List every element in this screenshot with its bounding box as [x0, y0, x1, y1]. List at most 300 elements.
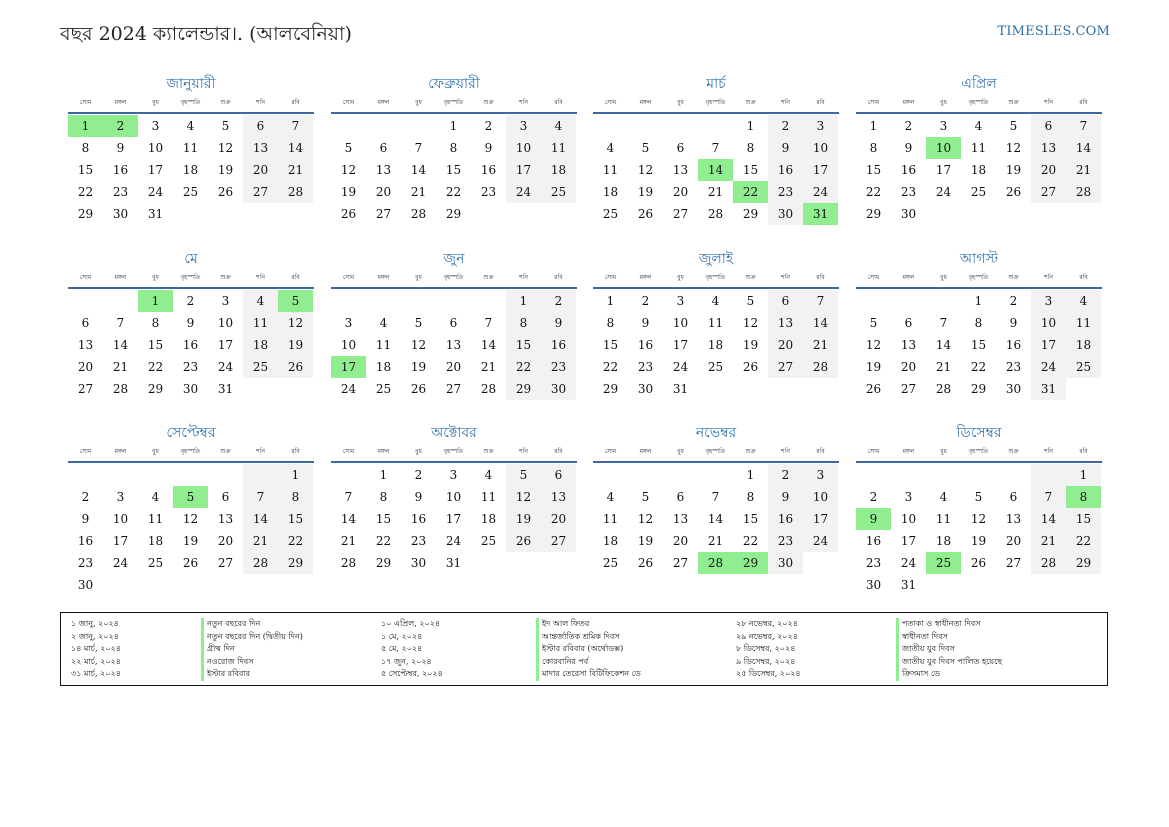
empty-day-cell — [891, 464, 926, 486]
month-title: জানুয়ারী — [166, 76, 216, 92]
holiday-day-cell: 17 — [331, 356, 366, 378]
holiday-day-cell: 25 — [926, 552, 961, 574]
day-cell: 1 — [974, 294, 983, 308]
day-cell: 20 — [900, 360, 917, 374]
holiday-name: আন্তর্জাতিক শ্রমিক দিবস — [536, 631, 620, 644]
month-block — [593, 249, 839, 400]
day-grid — [331, 115, 577, 225]
day-cell: 11 — [602, 512, 619, 526]
day-cell: 4 — [606, 490, 615, 504]
day-cell: 5 — [869, 316, 878, 330]
empty-day-cell — [926, 290, 961, 312]
weekend-day-cell: 26 — [506, 530, 541, 552]
empty-day-cell — [103, 464, 138, 486]
month-title: অক্টোবর — [431, 425, 477, 441]
day-cell: 10 — [112, 512, 129, 526]
day-cell: 2 — [1009, 294, 1018, 308]
day-cell: 20 — [672, 185, 689, 199]
holiday-entry — [71, 643, 303, 656]
holiday-entry — [736, 631, 1002, 644]
month-block — [68, 423, 314, 596]
day-cell: 23 — [865, 556, 882, 570]
day-cell: 13 — [217, 512, 234, 526]
weekday-label: বৃহস্পতি — [443, 448, 464, 455]
weekend-day-cell: 17 — [1031, 334, 1066, 356]
day-cell: 18 — [375, 360, 392, 374]
day-cell: 9 — [81, 512, 90, 526]
day-cell: 11 — [147, 512, 164, 526]
holiday-date: ৯ ডিসেম্বর, ২০২৪ — [736, 656, 796, 666]
day-cell: 24 — [445, 534, 462, 548]
day-cell: 16 — [865, 534, 882, 548]
weekday-label: শুক্র — [483, 448, 494, 455]
weekday-label: শুক্র — [220, 448, 231, 455]
day-cell: 3 — [676, 294, 685, 308]
day-cell: 21 — [112, 360, 129, 374]
weekend-day-cell: 14 — [1031, 508, 1066, 530]
day-cell: 3 — [116, 490, 125, 504]
weekend-day-cell: 2 — [541, 290, 576, 312]
holiday-day-cell: 1 — [68, 115, 103, 137]
weekday-label: রবি — [1079, 274, 1088, 281]
weekday-label: বুধ — [152, 448, 159, 455]
empty-day-cell — [698, 464, 733, 486]
day-cell: 5 — [1009, 119, 1018, 133]
day-cell: 29 — [147, 382, 164, 396]
day-cell: 7 — [711, 490, 720, 504]
day-cell: 12 — [340, 163, 357, 177]
weekend-day-cell: 24 — [506, 181, 541, 203]
day-cell: 3 — [904, 490, 913, 504]
day-cell: 10 — [445, 490, 462, 504]
weekday-label: বুধ — [415, 274, 422, 281]
holiday-entry — [736, 643, 1002, 656]
day-cell: 31 — [217, 382, 234, 396]
day-cell: 1 — [449, 119, 458, 133]
day-cell: 27 — [672, 556, 689, 570]
holiday-entry — [381, 618, 641, 631]
day-cell: 2 — [81, 490, 90, 504]
day-cell: 20 — [1005, 534, 1022, 548]
weekend-day-cell: 11 — [243, 312, 278, 334]
day-cell: 27 — [445, 382, 462, 396]
holiday-list — [60, 612, 1108, 686]
month-title: আগস্ট — [959, 251, 999, 267]
weekday-label: রবি — [554, 274, 563, 281]
day-cell: 2 — [414, 468, 423, 482]
weekday-label: শুক্র — [745, 99, 756, 106]
day-cell: 7 — [484, 316, 493, 330]
weekday-label: শুক্র — [745, 448, 756, 455]
day-cell: 22 — [445, 185, 462, 199]
day-grid — [68, 290, 314, 400]
holiday-date: ২৯ নভেম্বর, ২০২৪ — [736, 631, 798, 641]
day-cell: 5 — [221, 119, 230, 133]
holiday-name: নতুন বছরের দিন — [201, 618, 260, 631]
day-cell: 10 — [147, 141, 164, 155]
weekday-label: শুক্র — [483, 99, 494, 106]
weekend-day-cell: 21 — [243, 530, 278, 552]
month-title: জুন — [443, 251, 465, 267]
day-cell: 8 — [151, 316, 160, 330]
weekend-day-cell: 28 — [1031, 552, 1066, 574]
day-grid — [593, 464, 839, 574]
weekend-day-cell: 1 — [506, 290, 541, 312]
holiday-entry — [71, 656, 303, 669]
holiday-date: ১ জানু, ২০২৪ — [71, 619, 119, 628]
month-title: এপ্রিল — [961, 76, 997, 92]
weekday-header — [593, 271, 839, 289]
holiday-day-cell: 10 — [926, 137, 961, 159]
weekend-day-cell: 31 — [1031, 378, 1066, 400]
holiday-name: স্বাধীনতা দিবস — [896, 631, 948, 644]
weekday-label: রবি — [554, 448, 563, 455]
weekday-label: বৃহস্পতি — [968, 99, 989, 106]
holiday-column — [381, 618, 641, 681]
day-cell: 18 — [147, 534, 164, 548]
day-cell: 18 — [480, 512, 497, 526]
holiday-day-cell: 31 — [803, 203, 838, 225]
day-cell: 30 — [900, 207, 917, 221]
day-cell: 6 — [81, 316, 90, 330]
holiday-entry — [71, 618, 303, 631]
empty-day-cell — [366, 115, 401, 137]
day-cell: 8 — [449, 141, 458, 155]
day-cell: 27 — [217, 556, 234, 570]
holiday-name: ইদ আল ফিতর — [536, 618, 589, 631]
day-grid — [68, 464, 314, 596]
day-cell: 5 — [344, 141, 353, 155]
day-cell: 12 — [865, 338, 882, 352]
day-cell: 21 — [480, 360, 497, 374]
day-cell: 24 — [900, 556, 917, 570]
day-cell: 14 — [707, 512, 724, 526]
holiday-name: গ্রীষ্ম দিন — [201, 643, 235, 656]
day-cell: 13 — [672, 512, 689, 526]
weekend-day-cell: 14 — [278, 137, 313, 159]
day-cell: 9 — [484, 141, 493, 155]
day-cell: 22 — [77, 185, 94, 199]
weekday-label: রবি — [554, 99, 563, 106]
weekday-label: শনি — [781, 274, 790, 281]
weekday-label: বৃহস্পতি — [705, 99, 726, 106]
weekday-header — [68, 271, 314, 289]
day-cell: 29 — [742, 207, 759, 221]
weekday-label: শুক্র — [220, 99, 231, 106]
weekday-label: সোম — [342, 274, 355, 281]
day-cell: 19 — [217, 163, 234, 177]
day-cell: 21 — [707, 534, 724, 548]
weekday-label: বুধ — [940, 274, 947, 281]
day-cell: 12 — [637, 512, 654, 526]
holiday-entry — [381, 631, 641, 644]
weekday-header — [331, 271, 577, 289]
holiday-name: নওরোজ দিবস — [201, 656, 254, 669]
day-grid — [331, 464, 577, 574]
weekend-day-cell: 17 — [803, 508, 838, 530]
holiday-day-cell: 1 — [138, 290, 173, 312]
day-cell: 3 — [939, 119, 948, 133]
holiday-name: নতুন বছরের দিন (দ্বিতীয় দিন) — [201, 631, 303, 644]
holiday-name: ইস্টার রবিবার — [201, 668, 250, 681]
day-cell: 23 — [182, 360, 199, 374]
weekend-day-cell: 25 — [243, 356, 278, 378]
weekend-day-cell: 24 — [803, 530, 838, 552]
weekday-label: সোম — [604, 99, 617, 106]
day-cell: 16 — [480, 163, 497, 177]
day-cell: 1 — [746, 468, 755, 482]
weekend-day-cell: 13 — [1031, 137, 1066, 159]
day-cell: 4 — [186, 119, 195, 133]
day-cell: 14 — [480, 338, 497, 352]
weekend-day-cell: 22 — [1066, 530, 1101, 552]
empty-day-cell — [663, 115, 698, 137]
day-cell: 8 — [974, 316, 983, 330]
weekday-label: শনি — [781, 99, 790, 106]
weekend-day-cell: 15 — [506, 334, 541, 356]
month-title: ফেব্রুয়ারী — [428, 76, 480, 92]
day-cell: 10 — [340, 338, 357, 352]
day-cell: 22 — [375, 534, 392, 548]
weekend-day-cell: 6 — [768, 290, 803, 312]
day-cell: 12 — [1005, 141, 1022, 155]
holiday-date: ৫ মে, ২০২৪ — [381, 644, 423, 653]
day-grid — [68, 115, 314, 225]
day-cell: 8 — [606, 316, 615, 330]
day-cell: 26 — [1005, 185, 1022, 199]
weekday-label: মঙ্গল — [639, 99, 652, 106]
weekday-header — [331, 445, 577, 463]
holiday-day-cell: 14 — [698, 159, 733, 181]
day-cell: 18 — [935, 534, 952, 548]
weekend-day-cell: 23 — [768, 530, 803, 552]
weekday-label: সোম — [604, 274, 617, 281]
weekend-day-cell: 1 — [1066, 464, 1101, 486]
empty-day-cell — [961, 464, 996, 486]
weekend-day-cell: 21 — [1031, 530, 1066, 552]
day-cell: 17 — [935, 163, 952, 177]
day-cell: 1 — [869, 119, 878, 133]
day-cell: 1 — [606, 294, 615, 308]
weekday-label: বুধ — [152, 274, 159, 281]
holiday-day-cell: 28 — [698, 552, 733, 574]
day-cell: 15 — [147, 338, 164, 352]
weekend-day-cell: 27 — [541, 530, 576, 552]
weekend-day-cell: 2 — [768, 464, 803, 486]
weekend-day-cell: 20 — [243, 159, 278, 181]
day-cell: 2 — [484, 119, 493, 133]
empty-day-cell — [68, 464, 103, 486]
day-cell: 6 — [904, 316, 913, 330]
day-cell: 18 — [182, 163, 199, 177]
weekend-day-cell: 4 — [243, 290, 278, 312]
weekend-day-cell: 26 — [278, 356, 313, 378]
weekend-day-cell: 10 — [1031, 312, 1066, 334]
day-cell: 8 — [869, 141, 878, 155]
day-cell: 12 — [410, 338, 427, 352]
weekend-day-cell: 2 — [768, 115, 803, 137]
day-cell: 16 — [182, 338, 199, 352]
weekday-label: সোম — [79, 274, 92, 281]
day-cell: 6 — [676, 490, 685, 504]
day-cell: 24 — [340, 382, 357, 396]
day-cell: 31 — [445, 556, 462, 570]
weekday-label: মঙ্গল — [377, 99, 390, 106]
weekend-day-cell: 14 — [1066, 137, 1101, 159]
weekend-day-cell: 10 — [506, 137, 541, 159]
weekend-day-cell: 23 — [541, 356, 576, 378]
day-cell: 4 — [974, 119, 983, 133]
day-cell: 28 — [112, 382, 129, 396]
day-cell: 1 — [379, 468, 388, 482]
day-cell: 9 — [904, 141, 913, 155]
weekday-label: শুক্র — [745, 274, 756, 281]
day-cell: 20 — [375, 185, 392, 199]
day-cell: 30 — [112, 207, 129, 221]
day-cell: 9 — [414, 490, 423, 504]
weekend-day-cell: 23 — [768, 181, 803, 203]
day-cell: 29 — [375, 556, 392, 570]
weekday-label: শনি — [519, 274, 528, 281]
day-cell: 24 — [147, 185, 164, 199]
day-cell: 10 — [672, 316, 689, 330]
weekend-day-cell: 14 — [243, 508, 278, 530]
weekend-day-cell: 21 — [1066, 159, 1101, 181]
weekday-label: রবি — [816, 448, 825, 455]
weekend-day-cell: 7 — [803, 290, 838, 312]
day-grid — [593, 290, 839, 400]
month-title: ডিসেম্বর — [956, 425, 1002, 441]
day-cell: 30 — [182, 382, 199, 396]
day-cell: 20 — [672, 534, 689, 548]
day-cell: 17 — [217, 338, 234, 352]
day-grid — [593, 115, 839, 225]
weekday-label: সোম — [867, 274, 880, 281]
day-cell: 12 — [182, 512, 199, 526]
weekday-label: শনি — [519, 448, 528, 455]
day-cell: 2 — [186, 294, 195, 308]
day-cell: 11 — [480, 490, 497, 504]
holiday-date: ২ জানু, ২০২৪ — [71, 631, 119, 641]
day-cell: 6 — [379, 141, 388, 155]
day-cell: 29 — [602, 382, 619, 396]
day-cell: 27 — [77, 382, 94, 396]
weekday-header — [856, 96, 1102, 114]
weekend-day-cell: 18 — [243, 334, 278, 356]
day-cell: 15 — [602, 338, 619, 352]
empty-day-cell — [331, 115, 366, 137]
weekday-label: মঙ্গল — [902, 274, 915, 281]
weekend-day-cell: 13 — [768, 312, 803, 334]
empty-day-cell — [331, 464, 366, 486]
day-cell: 27 — [375, 207, 392, 221]
day-cell: 25 — [602, 556, 619, 570]
day-cell: 22 — [147, 360, 164, 374]
day-cell: 26 — [865, 382, 882, 396]
day-cell: 12 — [970, 512, 987, 526]
holiday-date: ১৪ মার্চ, ২০২৪ — [71, 644, 121, 653]
empty-day-cell — [138, 464, 173, 486]
weekday-label: রবি — [816, 99, 825, 106]
page-title: বছর 2024 ক্যালেন্ডার।. (আলবেনিয়া) — [60, 23, 352, 45]
empty-day-cell — [208, 464, 243, 486]
month-block — [856, 423, 1102, 596]
day-cell: 29 — [77, 207, 94, 221]
weekday-label: মঙ্গল — [377, 274, 390, 281]
holiday-day-cell: 5 — [278, 290, 313, 312]
weekend-day-cell: 21 — [803, 334, 838, 356]
holiday-date: ১ মে, ২০২৪ — [381, 631, 423, 641]
weekend-day-cell: 16 — [768, 508, 803, 530]
holiday-entry — [71, 668, 303, 681]
weekend-day-cell: 1 — [278, 464, 313, 486]
weekday-label: শনি — [519, 99, 528, 106]
site-link[interactable]: TIMESLES.COM — [997, 24, 1110, 39]
day-cell: 22 — [865, 185, 882, 199]
day-cell: 10 — [900, 512, 917, 526]
holiday-name: পতাকা ও স্বাধীনতা দিবস — [896, 618, 980, 631]
day-cell: 23 — [637, 360, 654, 374]
weekday-label: বৃহস্পতি — [180, 274, 201, 281]
day-cell: 11 — [707, 316, 724, 330]
day-grid — [856, 115, 1102, 225]
weekday-label: মঙ্গল — [377, 448, 390, 455]
day-cell: 8 — [81, 141, 90, 155]
weekend-day-cell: 19 — [278, 334, 313, 356]
day-cell: 1 — [746, 119, 755, 133]
weekend-day-cell: 10 — [803, 137, 838, 159]
weekend-day-cell: 18 — [541, 159, 576, 181]
empty-day-cell — [891, 290, 926, 312]
day-cell: 11 — [602, 163, 619, 177]
day-cell: 4 — [711, 294, 720, 308]
day-cell: 6 — [221, 490, 230, 504]
weekday-label: বৃহস্পতি — [705, 274, 726, 281]
day-cell: 26 — [742, 360, 759, 374]
day-cell: 13 — [375, 163, 392, 177]
weekday-header — [331, 96, 577, 114]
day-cell: 17 — [112, 534, 129, 548]
day-cell: 30 — [1005, 382, 1022, 396]
day-cell: 16 — [410, 512, 427, 526]
day-cell: 4 — [379, 316, 388, 330]
month-block — [856, 74, 1102, 225]
day-cell: 6 — [676, 141, 685, 155]
day-cell: 16 — [1005, 338, 1022, 352]
month-title: মার্চ — [706, 76, 726, 92]
weekday-label: শুক্র — [1008, 99, 1019, 106]
holiday-entry — [381, 643, 641, 656]
day-cell: 28 — [707, 207, 724, 221]
weekday-label: শনি — [1044, 448, 1053, 455]
empty-day-cell — [628, 464, 663, 486]
day-cell: 26 — [217, 185, 234, 199]
month-block — [68, 74, 314, 225]
day-cell: 7 — [711, 141, 720, 155]
day-cell: 22 — [602, 360, 619, 374]
day-cell: 2 — [641, 294, 650, 308]
day-cell: 13 — [672, 163, 689, 177]
day-cell: 25 — [375, 382, 392, 396]
empty-day-cell — [436, 290, 471, 312]
month-block — [331, 423, 577, 574]
weekday-label: রবি — [816, 274, 825, 281]
day-cell: 17 — [900, 534, 917, 548]
day-cell: 29 — [865, 207, 882, 221]
month-block — [593, 74, 839, 225]
weekend-day-cell: 11 — [541, 137, 576, 159]
day-cell: 31 — [900, 578, 917, 592]
